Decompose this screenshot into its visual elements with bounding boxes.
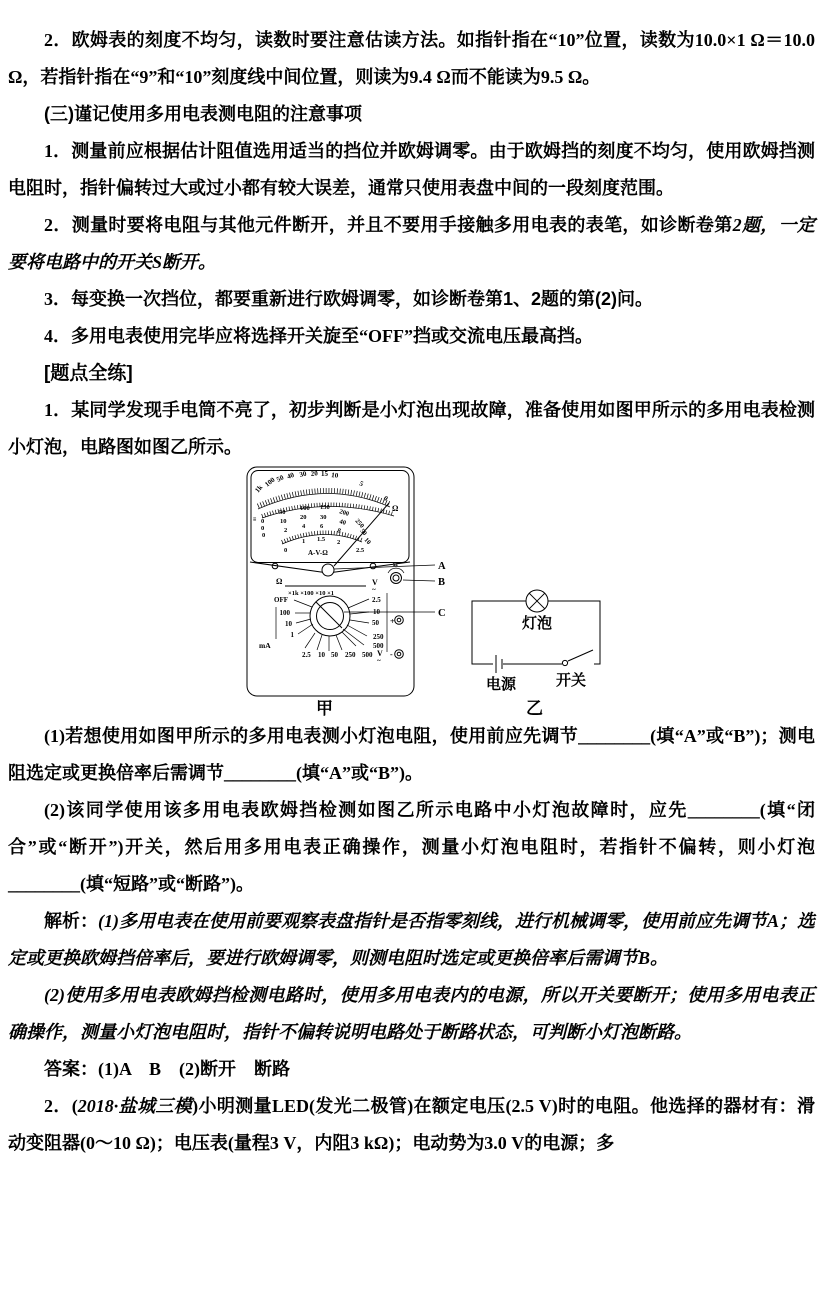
- mechanical-zero-screw[interactable]: [322, 564, 334, 576]
- answer-label: 答案：: [44, 1059, 98, 1079]
- plus-terminal-inner: [397, 618, 401, 622]
- mid-label: 6: [320, 523, 324, 530]
- mid-label: 10: [280, 518, 287, 525]
- range-label: 1: [290, 631, 294, 639]
- mid-label: 4: [302, 523, 306, 530]
- mid-label: 150: [320, 504, 330, 511]
- terminals[interactable]: [390, 616, 403, 659]
- paragraph-note-1: [8, 133, 815, 207]
- ohm-scale-label: 100: [263, 475, 277, 489]
- mid-right-label: 10: [362, 536, 373, 547]
- ma-unit-label: mA: [259, 641, 271, 650]
- analysis-text: (1)多用电表在使用前要观察表盘指针是否指零刻线，进行机械调零，使用前应先调节A；选定或更换欧姆挡倍率后，要进行欧姆调零，则测电阻时选定或更换倍率后需调节B。: [8, 911, 815, 968]
- mid-label: 100: [300, 505, 310, 512]
- paragraph-note-3: [8, 281, 815, 318]
- ohm-scale-label: 10: [330, 471, 339, 480]
- body-text: (1)若想使用如图甲所示的多用电表测小灯泡电阻，使用前应先调节________(填“A”或“B”)；测电阻选定或更换倍率后需调节________(填“A”或“B”)。: [8, 726, 815, 783]
- paragraph-question2: [8, 1088, 815, 1162]
- plus-sign: +: [390, 617, 395, 626]
- range-label: 10: [285, 620, 292, 628]
- ac-tilde: ~: [377, 657, 381, 665]
- paragraph-ohm-reading: [8, 22, 815, 96]
- range-label: 250: [345, 651, 356, 659]
- ohm-scale-label: 15: [321, 470, 328, 478]
- body-text: 2．(: [44, 1096, 78, 1116]
- mid-zero: 0: [262, 532, 266, 539]
- low-label: 2: [337, 539, 341, 546]
- range-label: 10: [373, 608, 380, 616]
- paragraph-note-4: [8, 318, 815, 355]
- mid-label: 40: [338, 518, 347, 527]
- dial-bottom: [250, 562, 435, 576]
- mid-label: 20: [300, 514, 307, 521]
- selector-spokes: [276, 593, 387, 652]
- body-text: 2．欧姆表的刻度不均匀，读数时要注意估读方法。如指针指在“10”位置，读数为10.0×1 Ω＝10.0 Ω，若指针指在“9”和“10”刻度线中间位置，则读为9.4 Ω而不能读为9.5 Ω。: [8, 30, 815, 87]
- ac-v-label: V: [372, 578, 378, 587]
- minus-terminal[interactable]: [395, 650, 404, 659]
- ohm-unit-label: Ω: [392, 504, 399, 513]
- minus-sign: -: [390, 650, 393, 659]
- body-text: 1．测量前应根据估计阻值选用适当的挡位并欧姆调零。由于欧姆挡的刻度不均匀，使用欧姆挡测电阻时，指针偏转过大或过小都有较大误差，通常只使用表盘中间的一段刻度范围。: [8, 141, 815, 198]
- analysis-label: 解析：: [44, 911, 98, 931]
- mult-ohm-label: Ω: [276, 577, 283, 586]
- annotation-a: A: [438, 561, 446, 572]
- meter-body: [247, 467, 414, 696]
- ohm-scale-label: 5: [358, 479, 365, 489]
- ohm-scale-label: 50: [275, 473, 286, 484]
- body-text: (2)该同学使用该多用电表欧姆挡检测如图乙所示电路中小灯泡故障时，应先________(填“闭合”或“断开”)开关，然后用多用电表正确操作，测量小灯泡电阻时，若指针不偏转，则小灯泡________(填“短路”或“断路”)。: [8, 800, 815, 894]
- section-header-text: [题点全练]: [44, 363, 133, 384]
- range-label: 50: [372, 619, 379, 627]
- screw-icon: [370, 563, 376, 569]
- paragraph-question1-intro: [8, 392, 815, 466]
- range-label: 250: [373, 633, 384, 641]
- mid-zero: 0: [261, 525, 265, 532]
- circuit-diagram: [466, 561, 646, 719]
- range-label: 10: [318, 651, 325, 659]
- paragraph-note-2: [8, 207, 815, 281]
- low-label: 1.5: [317, 536, 326, 543]
- ohm-scale-label: 0: [381, 494, 390, 503]
- ohm-scale-label: 20: [310, 469, 319, 478]
- ohm-scale-label: 30: [298, 469, 308, 479]
- annotation-c: C: [438, 608, 446, 619]
- plus-terminal[interactable]: [395, 616, 404, 625]
- mid-label: 200: [338, 508, 350, 518]
- mid-label: 8: [336, 527, 342, 535]
- paragraph-analysis-2: [8, 977, 815, 1051]
- figure-label-jia: 甲: [316, 699, 333, 718]
- mid-zero: 0: [261, 518, 265, 525]
- body-text: 3．每变换一次挡位，都要重新进行欧姆调零，: [44, 289, 413, 309]
- range-label: 50: [331, 651, 338, 659]
- mid-label: 30: [320, 514, 327, 521]
- knob-ohm-label: Ω: [393, 562, 398, 568]
- circuit-wires: [472, 601, 600, 664]
- mid-label: 50: [279, 509, 286, 516]
- paragraph-analysis-1: [8, 903, 815, 977]
- lamp-label: 灯泡: [521, 616, 553, 632]
- analysis-text: (2)使用多用电表欧姆挡检测电路时，使用多用电表内的电源，所以开关要断开；使用多用电表正确操作，测量小灯泡电阻时，指针不偏转说明电路处于断路状态，可判断小灯泡断路。: [8, 985, 815, 1042]
- range-label: 100: [279, 609, 290, 617]
- body-text: )小明测量LED(发光二极管)在额定电压(2.5 V)时的电阻。他选择的器材有：滑动变阻器(0～10 Ω)；电压表(量程3 V，内阻3 kΩ)；电动势为3.0 V的电源；多: [8, 1096, 816, 1153]
- battery-label: 电源: [485, 677, 517, 693]
- mid-right-label: 250: [353, 517, 366, 530]
- switch-symbol[interactable]: [562, 650, 593, 666]
- ac-v-label: V: [377, 649, 383, 658]
- mid-label: 2: [284, 527, 288, 534]
- annotation-letters: [438, 561, 446, 619]
- bold-ref-text: 如诊断卷第1、2题的第(2)问。: [413, 289, 654, 309]
- range-label: 2.5: [302, 651, 311, 659]
- heading-text: (三)谨记使用多用电表测电阻的注意事项: [44, 104, 362, 124]
- ac-tilde: ~: [372, 586, 376, 594]
- lamp-symbol: [526, 590, 548, 612]
- section-header: [8, 355, 815, 392]
- selector-pointer: [316, 602, 342, 628]
- multiplier-labels: ×1k ×100 ×10 ×1: [288, 590, 335, 597]
- mid-right-label: 50: [358, 527, 369, 538]
- selector-labels: [259, 596, 384, 665]
- dc-symbol: ≡: [253, 517, 257, 523]
- low-unit-label: A-V-Ω: [308, 549, 328, 557]
- low-label: 1: [302, 538, 306, 545]
- range-label: 500: [362, 651, 373, 659]
- range-label: 2.5: [372, 596, 381, 604]
- ohm-scale-label: 1k: [253, 483, 265, 495]
- multimeter-diagram: [246, 466, 466, 718]
- minus-terminal-inner: [397, 652, 401, 656]
- ohm-multiplier-row: [276, 577, 378, 597]
- ohm-scale-label: 40: [285, 470, 296, 481]
- low-label: 0: [284, 547, 288, 554]
- paragraph-question1-sub1: [8, 718, 815, 792]
- paragraph-answer: [8, 1051, 815, 1088]
- body-text: 4．多用电表使用完毕应将选择开关旋至“OFF”挡或交流电压最高挡。: [44, 326, 593, 346]
- battery-symbol: [496, 655, 502, 673]
- bold-ref-text: 如诊断卷第: [640, 215, 733, 235]
- bold-italic-text: 2题，一定要将电路中的开关S断开。: [8, 215, 816, 272]
- figure-label-yi: 乙: [526, 699, 543, 718]
- range-label: 500: [373, 642, 384, 650]
- range-label-off: OFF: [274, 596, 288, 604]
- low-label: 2.5: [356, 547, 365, 554]
- answer-text: (1)A B (2)断开 断路: [98, 1059, 290, 1079]
- switch-label: 开关: [555, 673, 587, 689]
- body-text: 1．某同学发现手电筒不亮了，初步判断是小灯泡出现故障，准备使用如图甲所示的多用电表检测小灯泡，电路图如图乙所示。: [8, 400, 815, 457]
- figure-multimeter-and-circuit: [8, 466, 815, 718]
- paragraph-question1-sub2: [8, 792, 815, 903]
- body-text: 2．测量时要将电阻与其他元件断开，并且不要用手接触多用电表的表笔，: [44, 215, 641, 235]
- heading-notes: [8, 96, 815, 133]
- annotation-b: B: [438, 577, 446, 588]
- source-tag: 2018·盐城三模: [77, 1096, 193, 1116]
